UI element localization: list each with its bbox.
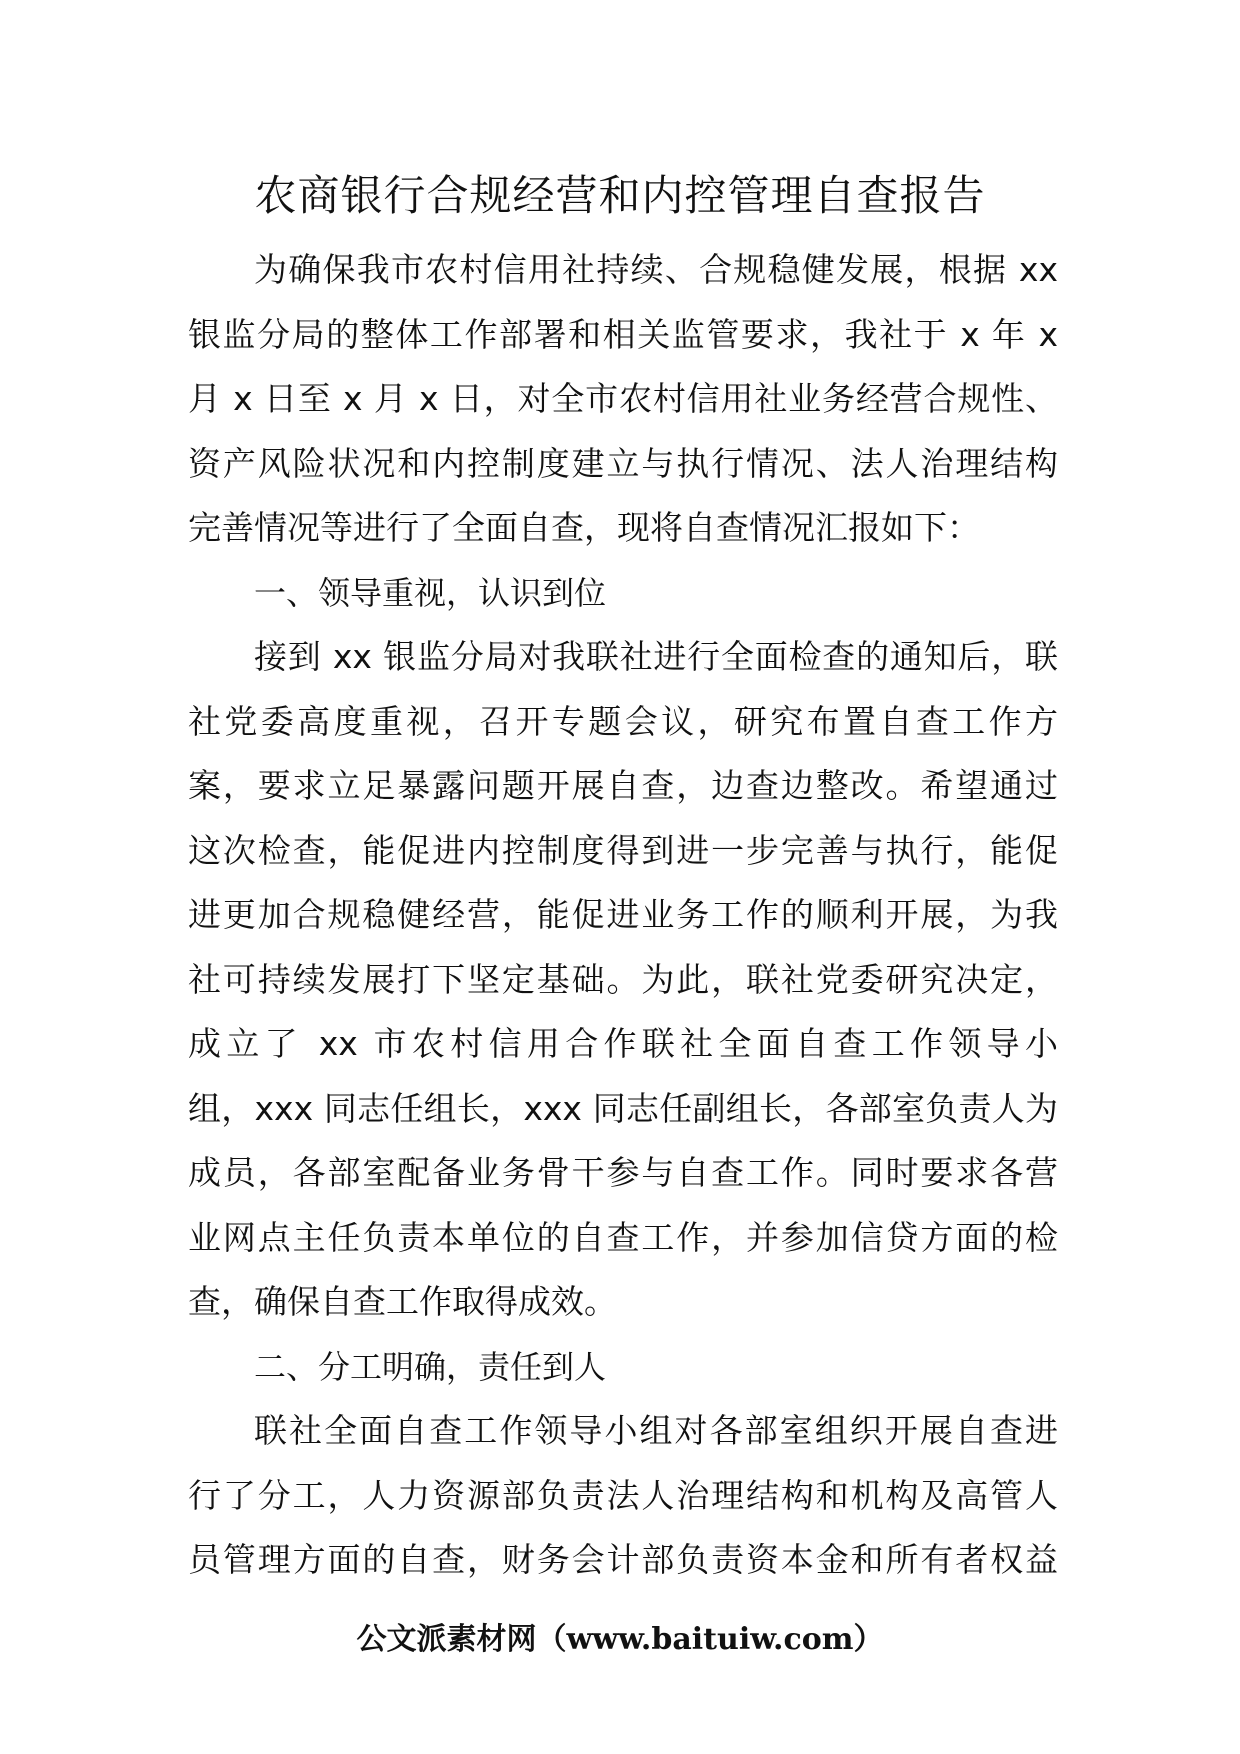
watermark-footer: 公文派素材网（www.baituiw.com） [356, 1622, 884, 1657]
paragraph-line: 行了分工，人力资源部负责法人治理结构和机构及高管人 [188, 1475, 1058, 1515]
paragraph-line: 组，xxx 同志任组长，xxx 同志任副组长，各部室负责人为 [188, 1088, 1058, 1128]
paragraph-line: 联社全面自查工作领导小组对各部室组织开展自查进 [254, 1411, 1058, 1450]
paragraph-line: 查，确保自查工作取得成效。 [188, 1282, 617, 1321]
section-heading: 一、领导重视，认识到位 [254, 573, 607, 612]
paragraph-line: 月 x 日至 x 月 x 日，对全市农村信用社业务经营合规性、 [188, 379, 1058, 418]
document-body [188, 238, 1058, 1593]
paragraph-line: 案，要求立足暴露问题开展自查，边查边整改。希望通过 [188, 766, 1058, 805]
paragraph-line: 业网点主任负责本单位的自查工作，并参加信贷方面的检 [188, 1217, 1058, 1257]
document-title: 农商银行合规经营和内控管理自查报告 [254, 171, 986, 220]
paragraph-line: 进更加合规稳健经营，能促进业务工作的顺利开展，为我 [188, 895, 1058, 934]
paragraph-line: 资产风险状况和内控制度建立与执行情况、法人治理结构 [188, 443, 1058, 483]
section-heading: 二、分工明确，责任到人 [254, 1347, 607, 1386]
paragraph-line: 成员，各部室配备业务骨干参与自查工作。同时要求各营 [188, 1153, 1058, 1192]
paragraph-line: 员管理方面的自查，财务会计部负责资本金和所有者权益 [188, 1540, 1058, 1579]
paragraph-line: 银监分局的整体工作部署和相关监管要求，我社于 x 年 x [188, 314, 1058, 354]
paragraph-line: 为确保我市农村信用社持续、合规稳健发展，根据 xx [254, 250, 1058, 289]
paragraph-line: 接到 xx 银监分局对我联社进行全面检查的通知后，联 [254, 637, 1058, 676]
paragraph-line: 这次检查，能促进内控制度得到进一步完善与执行，能促 [188, 830, 1058, 870]
paragraph-line: 成立了 xx 市农村信用合作联社全面自查工作领导小 [188, 1024, 1058, 1063]
paragraph-line: 社可持续发展打下坚定基础。为此，联社党委研究决定， [188, 959, 1058, 999]
paragraph-line: 完善情况等进行了全面自查，现将自查情况汇报如下： [188, 508, 980, 547]
paragraph-line: 社党委高度重视，召开专题会议，研究布置自查工作方 [188, 701, 1058, 741]
